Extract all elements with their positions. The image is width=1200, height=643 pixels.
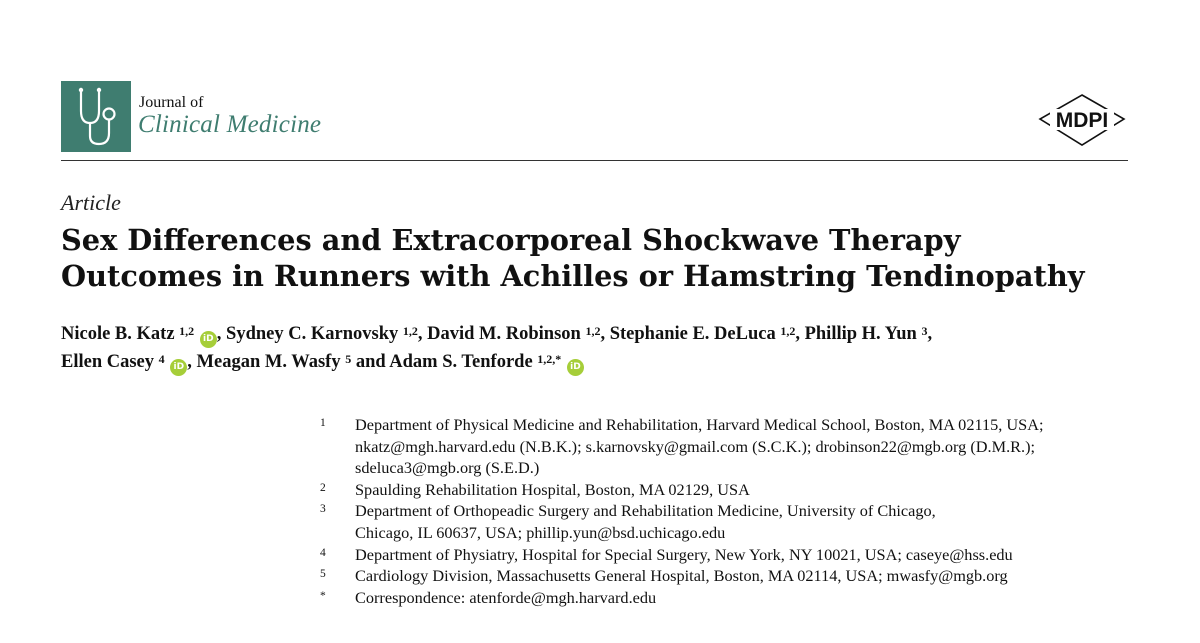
author-affiliation: 1,2 bbox=[402, 324, 418, 338]
affiliation-number: 2 bbox=[320, 481, 326, 494]
article-type: Article bbox=[61, 190, 121, 215]
mdpi-logo bbox=[1036, 93, 1128, 156]
correspondence-email[interactable]: Correspondence: atenforde@mgh.harvard.edu bbox=[355, 587, 657, 607]
orcid-icon[interactable]: iD bbox=[200, 331, 217, 348]
correspondence-marker: * bbox=[320, 589, 326, 602]
stethoscope-icon bbox=[61, 81, 131, 152]
author-name[interactable]: Adam S. Tenforde bbox=[389, 352, 533, 372]
author-affiliation: 3 bbox=[921, 324, 928, 338]
affiliation-text: Spaulding Rehabilitation Hospital, Boston, MA 02129, USA bbox=[355, 479, 750, 499]
affiliation-emails[interactable]: sdeluca3@mgb.org (S.E.D.) bbox=[355, 458, 540, 478]
affiliation-emails[interactable]: nkatz@mgh.harvard.edu (N.B.K.); s.karnovsky@gmail.com (S.C.K.); drobinson22@mgb.org (D.M.R.); bbox=[355, 436, 1036, 456]
affiliation-item bbox=[320, 479, 1044, 501]
author-name[interactable]: Sydney C. Karnovsky bbox=[226, 324, 399, 344]
author-separator: , bbox=[216, 324, 227, 344]
author-affiliation: 1,2 bbox=[179, 324, 195, 338]
article-title bbox=[61, 222, 1161, 294]
author-affiliation: 1,2 bbox=[780, 324, 796, 338]
affiliation-item bbox=[320, 544, 1044, 566]
author-name[interactable]: David M. Robinson bbox=[427, 324, 581, 344]
author-name[interactable]: Phillip H. Yun bbox=[804, 324, 917, 344]
title-line: Sex Differences and Extracorporeal Shockwave Therapy bbox=[61, 223, 961, 257]
orcid-icon[interactable]: iD bbox=[567, 359, 584, 376]
title-line: Outcomes in Runners with Achilles or Hamstring Tendinopathy bbox=[61, 259, 1085, 293]
author-name[interactable]: Ellen Casey bbox=[61, 352, 155, 372]
author-list bbox=[61, 320, 1161, 376]
author-separator: , bbox=[600, 324, 610, 344]
affiliation-item bbox=[320, 414, 1044, 479]
author-separator: , bbox=[187, 352, 197, 372]
author-separator: , bbox=[927, 324, 933, 344]
affiliation-number: 1 bbox=[320, 417, 326, 429]
header-rule bbox=[61, 160, 1128, 161]
affiliation-text: Department of Orthopeadic Surgery and Rehabilitation Medicine, University of Chicago, bbox=[355, 501, 936, 521]
affiliation-text[interactable]: Chicago, IL 60637, USA; phillip.yun@bsd.uchicago.edu bbox=[355, 522, 726, 542]
author-affiliation: 1,2 bbox=[585, 324, 601, 338]
affiliation-item bbox=[320, 500, 1044, 543]
author-affiliation: 5 bbox=[345, 352, 352, 366]
affiliation-number: 5 bbox=[320, 568, 326, 581]
author-name[interactable]: Meagan M. Wasfy bbox=[196, 352, 341, 372]
affiliation-text[interactable]: Cardiology Division, Massachusetts General Hospital, Boston, MA 02114, USA; mwasfy@mgb.org bbox=[355, 566, 1008, 586]
author-affiliation: 1,2,* bbox=[537, 352, 562, 366]
journal-name: Clinical Medicine bbox=[138, 111, 322, 138]
affiliation-text[interactable]: Department of Physiatry, Hospital for Special Surgery, New York, NY 10021, USA; caseye@hss.edu bbox=[355, 544, 1013, 564]
author-separator: , bbox=[417, 324, 428, 344]
author-separator: , bbox=[795, 324, 805, 344]
correspondence-item bbox=[320, 587, 1044, 609]
author-affiliation: 4 bbox=[158, 352, 165, 366]
affiliation-number: 3 bbox=[320, 503, 326, 516]
author-name[interactable]: Nicole B. Katz bbox=[61, 324, 175, 344]
affiliation-item bbox=[320, 565, 1044, 587]
author-name[interactable]: Stephanie E. DeLuca bbox=[609, 324, 776, 344]
affiliation-list bbox=[320, 414, 1044, 608]
author-separator: and bbox=[351, 352, 390, 372]
orcid-icon[interactable]: iD bbox=[170, 359, 187, 376]
journal-prefix: Journal of bbox=[139, 94, 204, 111]
publisher-name: MDPI bbox=[1055, 109, 1109, 132]
journal-logo-icon bbox=[61, 81, 131, 152]
affiliation-number: 4 bbox=[320, 546, 326, 559]
affiliation-text: Department of Physical Medicine and Rehabilitation, Harvard Medical School, Boston, MA 02115, USA; bbox=[355, 415, 1044, 434]
